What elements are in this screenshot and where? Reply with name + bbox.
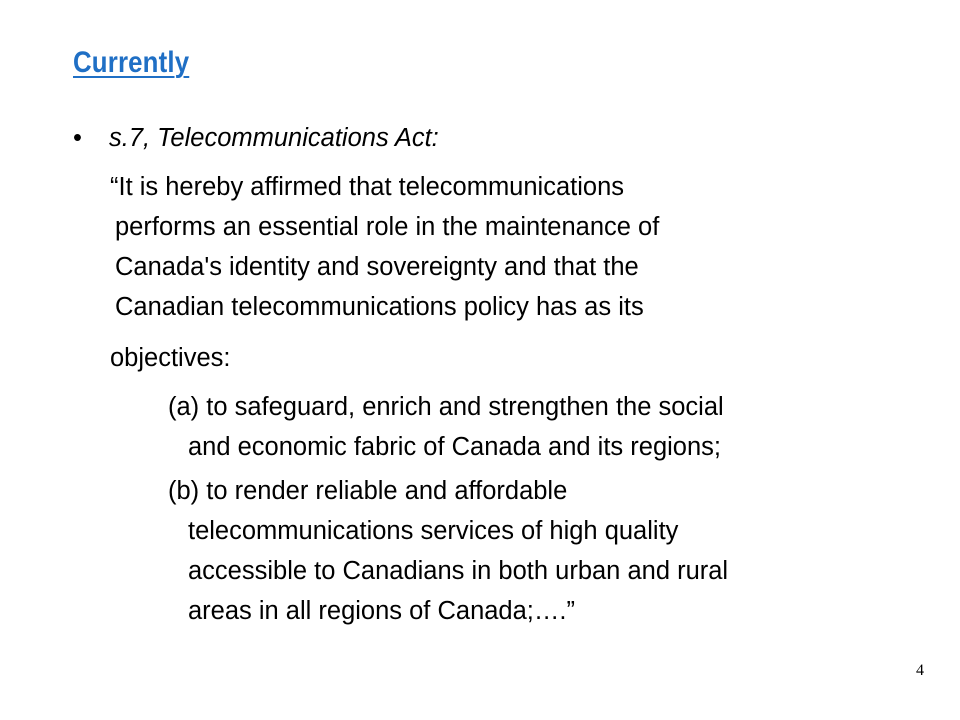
page-number: 4	[916, 662, 924, 679]
objective-item-a	[168, 387, 724, 467]
quote-block	[110, 167, 830, 327]
bullet-marker: •	[73, 124, 82, 152]
objective-item-b	[168, 471, 728, 631]
quote-line: performs an essential role in the maintenance of	[115, 213, 660, 241]
objective-line: telecommunications services of high quality	[188, 517, 679, 545]
objective-line: (a) to safeguard, enrich and strengthen the social	[168, 393, 724, 421]
quote-line: Canada's identity and sovereignty and that the	[115, 253, 639, 281]
objective-line: areas in all regions of Canada;….”	[188, 597, 575, 625]
objectives-label: objectives:	[110, 344, 231, 372]
quote-line: “It is hereby affirmed that telecommunications	[110, 173, 625, 201]
objective-line: accessible to Canadians in both urban and rural	[188, 557, 729, 585]
objective-line: (b) to render reliable and affordable	[168, 477, 568, 505]
bullet-item	[73, 118, 439, 158]
objective-line: and economic fabric of Canada and its regions;	[188, 433, 721, 461]
bullet-text: s.7, Telecommunications Act:	[109, 124, 439, 152]
quote-line: Canadian telecommunications policy has as its	[115, 293, 644, 321]
slide-title: Currently	[73, 46, 190, 79]
